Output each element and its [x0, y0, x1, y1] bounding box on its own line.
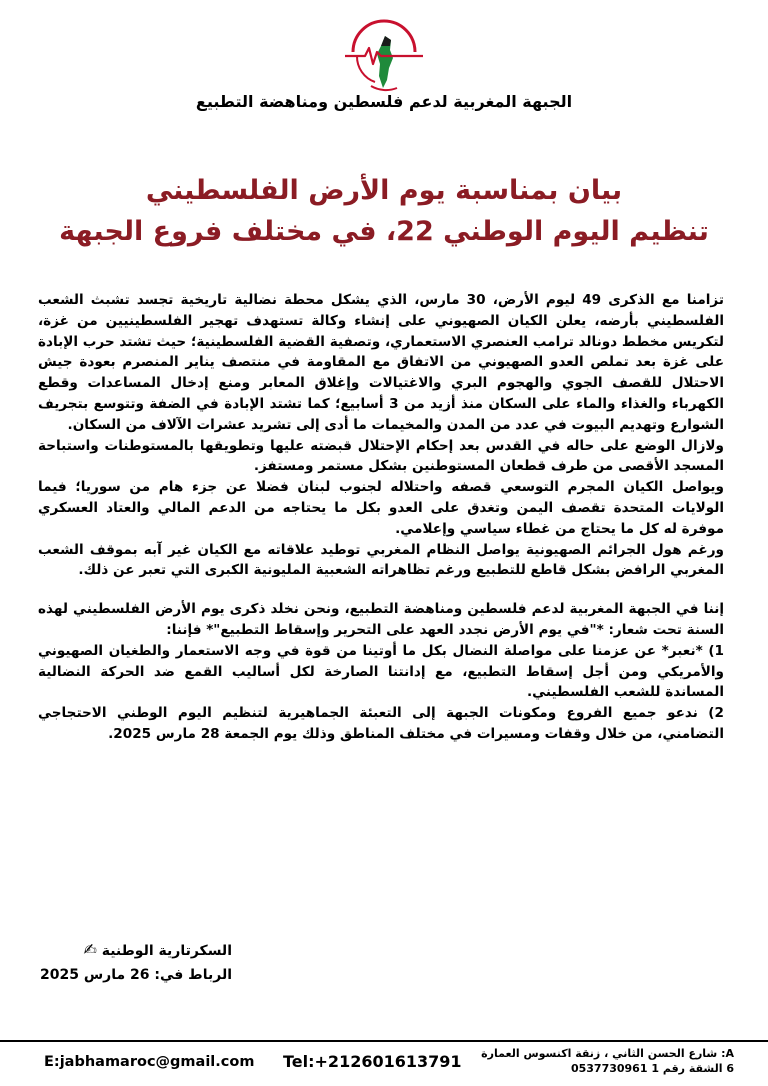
- paragraph-gap: [38, 581, 724, 599]
- demand-item-1: 1) *نعبر* عن عزمنا على مواصلة النضال بكل ما أوتينا من قوة في وجه الاستعمار والطغيان الصهيوني والأمريكي ومن أجل إسقاط التطبيع، مع إدانتنا الصارخة لكل أساليب القمع ضد الحركة النضالية المساندة للشعب الفلسطيني.: [38, 642, 724, 701]
- footer-phone[interactable]: Tel:+212601613791: [283, 1052, 462, 1071]
- signer-name: السكرتارية الوطنية: [101, 943, 232, 959]
- statement-subtitle: تنظيم اليوم الوطني 22، في مختلف فروع الجبهة: [59, 216, 709, 247]
- paragraph-land-day: تزامنا مع الذكرى 49 ليوم الأرض، 30 مارس، الذي يشكل محطة نضالية تاريخية تجسد تشبث الشعب الفلسطيني بأرضه، يعلن الكيان الصهيوني على إنشاء وكالة تستهدف تهجير الفلسطينيين من غزة، لتكريس مخطط دونالد ترامب العنصري الاستعماري، وتصفية القضية الفلسطينية؛ حيث تشتد حرب الإبادة على غزة بعد تملص العدو الصهيوني من الاتفاق مع المقاومة في منتصف يناير المنصرم بعودة جيش الاحتلال للقصف الجوي والهجوم البري والاغتيالات وإغلاق المعابر ومنع إدخال المساعدات وقطع الكهرباء والغذاء والماء على السكان منذ أزيد من 3 أسابيع؛ كما تشتد الإبادة في الضفة وتتوسع بتجريف الشوارع وتهديم البيوت في عدد من المدن والمخيمات ما أدى إلى تشريد عشرات الآلاف من السكان.: [38, 292, 724, 433]
- footer-email[interactable]: E:jabhamaroc@gmail.com: [44, 1054, 255, 1070]
- organization-name: الجبهة المغربية لدعم فلسطين ومناهضة التطبيع: [195, 92, 573, 111]
- signature-block: [40, 938, 232, 987]
- paragraph-normalization: ورغم هول الجرائم الصهيونية يواصل النظام المغربي توطيد علاقاته مع الكيان غير آبه بموقف الشعب المغربي الرافض بشكل قاطع للتطبيع ورغم تظاهراته الشعبية المليونية الكبرى التي تعبر عن ذلك.: [38, 541, 724, 579]
- signer-line: [40, 938, 232, 963]
- place-date: الرباط في: 26 مارس 2025: [39, 967, 232, 983]
- demand-item-2: 2) ندعو جميع الفروع ومكونات الجبهة إلى التعبئة الجماهيرية لتنظيم اليوم الوطني الاحتجاجي التضامني، من خلال وقفات ومسيرات في مختلف المناطق وذلك يوم الجمعة 28 مارس 2025.: [38, 705, 724, 742]
- paragraph-front-position: إننا في الجبهة المغربية لدعم فلسطين ومناهضة التطبيع، ونحن نخلد ذكرى يوم الأرض الفلسطيني لهذه السنة تحت شعار: *"في يوم الأرض نجدد العهد على التحرير وإسقاط التطبيع"* فإننا:: [38, 601, 724, 638]
- front-logo: [335, 6, 433, 94]
- paragraph-lebanon-syria: ويواصل الكيان المجرم التوسعي قصفه واحتلاله لجنوب لبنان فضلا عن جزء هام من سوريا؛ فيما الولايات المتحدة تقصف اليمن وتغدق على العدو بكل ما يحتاجه من الدعم المالي والعتاد العسكري موفرة له كل ما يحتاج من غطاء سياسي وإعلامي.: [38, 479, 724, 537]
- footer: [0, 1044, 768, 1086]
- footer-divider: [0, 1040, 768, 1042]
- logo-ring-bottom: [371, 86, 397, 90]
- footer-address: [481, 1046, 734, 1076]
- statement-body: [38, 290, 724, 745]
- address-line-1: A: شارع الحسن الثاني ، زنقة اكنسوس العمارة: [481, 1047, 734, 1060]
- paragraph-jerusalem: ولازال الوضع على حاله في القدس بعد إحكام الإحتلال قبضته عليها وتطويقها بالمستوطنات واستباحة المسجد الأقصى من طرف قطعان المستوطنين بشكل مستمر ومستفز.: [38, 437, 724, 475]
- palestine-map-top: [381, 36, 391, 46]
- address-line-2: 6 الشقة رقم 1 0537730961: [570, 1062, 734, 1075]
- writing-hand-icon: ✍: [83, 940, 97, 959]
- statement-title: بيان بمناسبة يوم الأرض الفلسطيني: [145, 175, 623, 206]
